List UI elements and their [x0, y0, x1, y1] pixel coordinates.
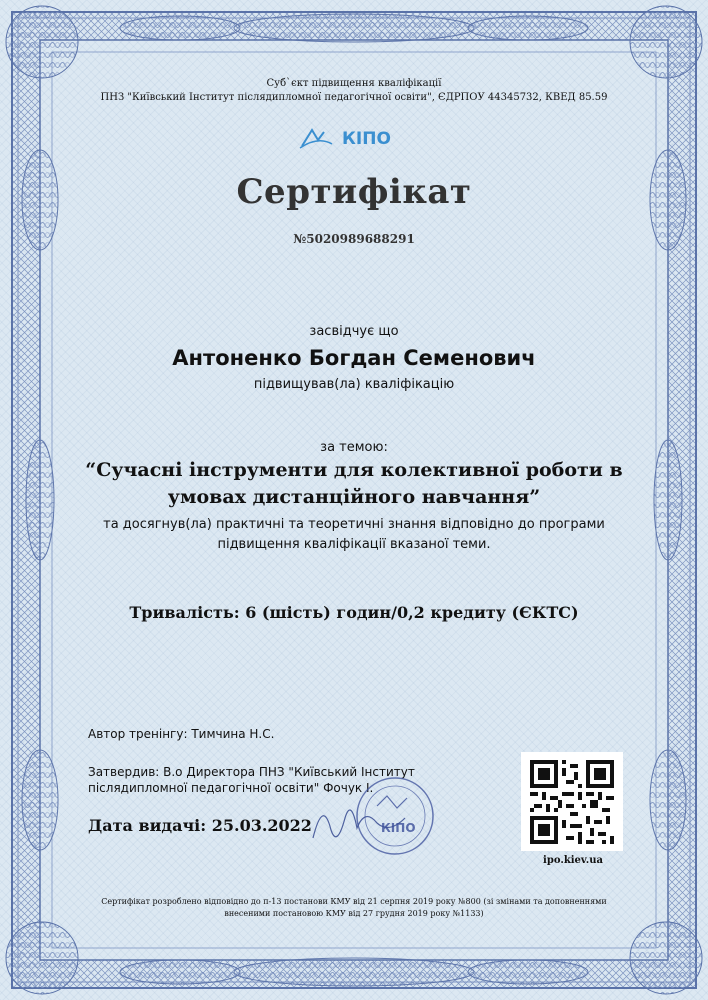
footer-line-1: Сертифікат розроблено відповідно до п-13 постанови КМУ від 21 серпня 2019 року №800 (зі змінами та доповненнями	[101, 897, 607, 906]
approved-line-1: Затвердив: В.о Директора ПНЗ "Київський Інститут	[88, 765, 415, 779]
issuer-line-1: Суб`єкт підвищення кваліфікації	[266, 78, 442, 89]
achieved-line-2: підвищення кваліфікації вказаної теми.	[217, 537, 491, 552]
stamp-and-signature	[305, 768, 445, 863]
stamp-text: КІПО	[381, 821, 416, 835]
certificate-title: Сертифікат	[236, 172, 472, 212]
qr-caption: ipo.kiev.ua	[543, 855, 603, 866]
certificate-number: №5020989688291	[293, 232, 415, 246]
footer-line-2: внесеними постановою КМУ від 27 грудня 2019 року №1133)	[224, 909, 484, 918]
certifies-text: засвідчує що	[309, 324, 399, 339]
achieved-line-1: та досягнув(ла) практичні та теоретичні знання відповідно до програми	[103, 517, 605, 532]
approved-line-2: післядипломної педагогічної освіти" Фочук І.	[88, 781, 374, 795]
duration-text: Тривалість: 6 (шість) годин/0,2 кредиту (ЄКТС)	[129, 603, 579, 622]
qr-code	[521, 752, 623, 851]
topic-line-2: умовах дистанційного навчання”	[167, 486, 541, 508]
qualified-text: підвищував(ла) кваліфікацію	[253, 377, 455, 392]
recipient-name: Антоненко Богдан Семенович	[172, 346, 536, 370]
issuer-line-2: ПНЗ "Київський Інститут післядипломної педагогічної освіти", ЄДРПОУ 44345732, КВЕД 85.59	[100, 92, 608, 103]
topic-line-1: “Сучасні інструменти для колективної роботи в	[85, 459, 623, 481]
author-text: Автор тренінгу: Тимчина Н.С.	[88, 727, 275, 741]
kipo-logo	[298, 122, 418, 152]
issue-date: Дата видачі: 25.03.2022	[88, 816, 312, 835]
kipo-logo-text: КІПО	[342, 129, 391, 149]
topic-label: за темою:	[320, 440, 388, 455]
